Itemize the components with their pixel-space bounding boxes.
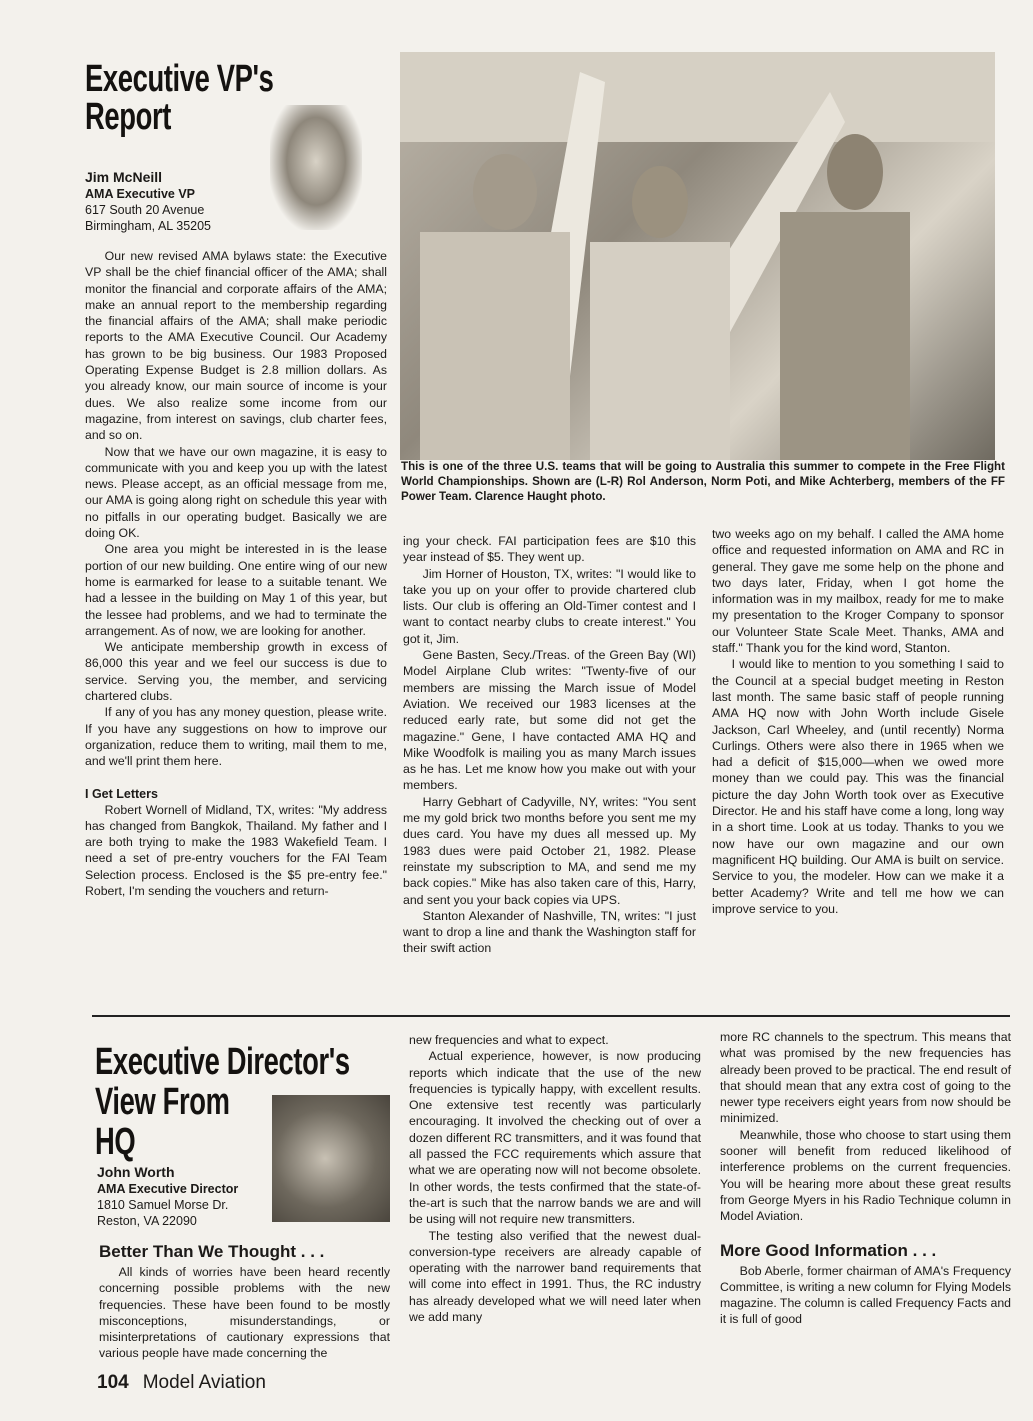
director-column-3	[720, 1029, 1011, 1328]
paragraph: Jim Horner of Houston, TX, writes: "I would like to take you up on your offer to provide chartered club lists. Our club is offering an Old-Timer contest and I want to contact nearby clubs to create interest." You got it, Jim.	[403, 566, 696, 646]
paragraph: All kinds of worries have been heard recently concerning possible problems with the new frequencies. These have been found to be mostly misconceptions, misunderstandings, or misinterpretations of cautionary expressions that various people have made concerning the	[99, 1265, 390, 1361]
address-line: 1810 Samuel Morse Dr.	[97, 1198, 229, 1212]
paragraph: I would like to mention to you something I said to the Council at a special budget meeting in Reston last month. The same basic staff of people running AMA HQ now with John Worth include Gisele Jackson, Carl Wheeley, and (until recently) Norma Curlings. Others were also there in 1965 when we had a deficit of $15,000—when we owed more money than we could pay. This was the financial picture the day John Worth took over as Executive Director. He and his staff have come a long, long way in a short time. Look at us today. Thanks to you we now have our own magazine and our own magnificent HQ building. Our AMA is built on service. Service to you, the modeler. How can we make it a better Academy? Write and tell me how we can improve service to you.	[712, 657, 1004, 916]
paragraph: ing your check. FAI participation fees are $10 this year instead of $5. They went up.	[403, 534, 696, 565]
photo-caption: This is one of the three U.S. teams that will be going to Australia this summer to compete in the Free Flight World Championships. Shown are (L-R) Rol Anderson, Norm Poti, and Mike Achterberg, members of the FF Power Team. Clarence Haught photo.	[401, 460, 1005, 503]
address-line: Birmingham, AL 35205	[85, 219, 212, 233]
paragraph: two weeks ago on my behalf. I called the AMA home office and requested information on AMA and RC in general. They gave me some help on the phone and two days later, Friday, when I got home the information was in my mailbox, ready for me to make my presentation to the Kroger Company to sponsor our Volunteer State Scale Meet. Thanks, AMA and staff." Thank you for the kind word, Stanton.	[712, 527, 1004, 656]
paragraph: Robert Wornell of Midland, TX, writes: "My address has changed from Bangkok, Thailand. My father and I are both trying to make the 1983 Wakefield Team. I need a set of pre-entry vouchers for the FAI Team Selection process. Enclosed is the $5 pre-entry fee." Robert, I'm sending the vouchers and return-	[85, 802, 387, 898]
author-name: Jim McNeill	[85, 169, 163, 185]
paragraph: Harry Gebhart of Cadyville, NY, writes: "You sent me my gold brick two months before you sent me my dues card. You have my dues all messed up. My 1983 dues were paid October 21, 1982. Please reinstate my subscription to MA, and send me my back copies." Mike has also taken care of this, Harry, and sent you your back copies via UPS.	[403, 794, 696, 907]
vp-column-3	[712, 526, 1004, 917]
address-line: Reston, VA 22090	[97, 1214, 197, 1228]
title-line: Report	[85, 96, 172, 138]
title-line: Executive VP's	[85, 58, 274, 100]
paragraph: Bob Aberle, former chairman of AMA's Frequency Committee, is writing a new column for Flying Models magazine. The column is called Frequency Facts and it is full of good	[720, 1263, 1011, 1327]
vp-title	[85, 60, 274, 136]
author-name: John Worth	[97, 1164, 175, 1180]
paragraph: new frequencies and what to expect.	[409, 1033, 609, 1047]
author-role: AMA Executive Director	[97, 1182, 239, 1196]
vp-byline	[85, 168, 265, 234]
paragraph: Actual experience, however, is now producing reports which indicate that the use of the new frequencies is typically happy, with excellent results. One extensive test recently was particularly encouraging. It involved the checking out of over a dozen different RC transmitters, and it was found that all passed the FCC requirements which assure that what we are operating now will not become obsolete. In other words, the tests confirmed that the state-of-the-art is such that the narrow bands we are and will be using will not require new transmitters.	[409, 1049, 701, 1227]
title-line: Executive Director's	[95, 1041, 350, 1083]
title-line: View From	[95, 1081, 230, 1123]
title-line: HQ	[95, 1121, 136, 1163]
paragraph: Gene Basten, Secy./Treas. of the Green Bay (WI) Model Airplane Club writes: "Twenty-five of our members are missing the March issue of Model Aviation. We received our 1983 licenses at the reduced early rate, but some did not get the magazine." Gene, I have contacted AMA HQ and Mike Woodfolk is mailing you as many March issues as he has. Let me know how you make out with your members.	[403, 648, 696, 793]
section-heading: More Good Information . . .	[720, 1240, 937, 1260]
paragraph: more RC channels to the spectrum. This means that what was promised by the new frequencies has already been proved to be practical. The end result of that should mean that any extra cost of going to the newer type receivers eight years from now should be minimized.	[720, 1030, 1011, 1126]
address-line: 617 South 20 Avenue	[85, 203, 205, 217]
paragraph: The testing also verified that the newest dual-conversion-type receivers are already capable of operating with the narrower band requirements that will come into effect in 1991. Thus, the RC industry has already developed what we will need later when we add many	[409, 1228, 701, 1325]
letters-heading: I Get Letters	[85, 786, 158, 801]
paragraph: One area you might be interested in is the lease portion of our new building. One entire wing of our new home is earmarked for lease to a suitable tenant. We had a lessee in the building on May 1 of this year, but the lessee had problems, and we had to terminate the arrangement. As of now, we are looking for another.	[85, 542, 387, 638]
photo-illustration	[400, 52, 995, 460]
vp-column-2	[403, 533, 696, 957]
section-heading: Better Than We Thought . . .	[99, 1242, 325, 1261]
page-number: 104	[97, 1372, 129, 1393]
magazine-name: Model Aviation	[142, 1372, 266, 1393]
paragraph: Stanton Alexander of Nashville, TN, writes: "I just want to drop a line and thank the Washington staff for their swift action	[403, 908, 696, 956]
author-role: AMA Executive VP	[85, 187, 195, 201]
paragraph: Our new revised AMA bylaws state: the Executive VP shall be the chief financial officer of the AMA; shall monitor the financial and corporate affairs of the AMA; make an annual report to the membership regarding the financial affairs of the AMA; shall make periodic reports to the AMA Executive Council. Our Academy has grown to be big business. Our 1983 Proposed Operating Expense Budget is 2.8 million dollars. As you already know, our main source of income is your dues. We also realize some income from our magazine, from interest on savings, club charter fees, and so on.	[85, 249, 387, 443]
author-portrait-jim-mcneill	[270, 105, 362, 230]
paragraph: Meanwhile, those who choose to start using them sooner will benefit from reduced likelihood of interference problems on the current frequencies. You will be hearing more about these great results from George Myers in his Radio Technique column in Model Aviation.	[720, 1127, 1011, 1224]
author-portrait-john-worth	[272, 1095, 390, 1222]
ff-power-team-photo	[400, 52, 995, 460]
vp-column-1	[85, 248, 387, 899]
paragraph: Now that we have our own magazine, it is easy to communicate with you and keep you up with the latest news. Please accept, as an official message from me, our AMA is going along right on schedule this year with no pitfalls in our operating budget. Basically we are doing OK.	[85, 444, 387, 541]
page-footer	[97, 1372, 266, 1394]
section-divider	[92, 1015, 1010, 1017]
paragraph: If any of you has any money question, please write. If you have any suggestions on how to improve our organization, reduce them to writing, mail them to me, and we'll print them here.	[85, 705, 387, 769]
director-column-2	[409, 1032, 701, 1325]
paragraph: We anticipate membership growth in excess of 86,000 this year and we feel our success is due to service. Serving you, the member, and servicing chartered clubs.	[85, 640, 387, 704]
director-column-1	[99, 1242, 390, 1362]
director-byline	[97, 1163, 272, 1229]
